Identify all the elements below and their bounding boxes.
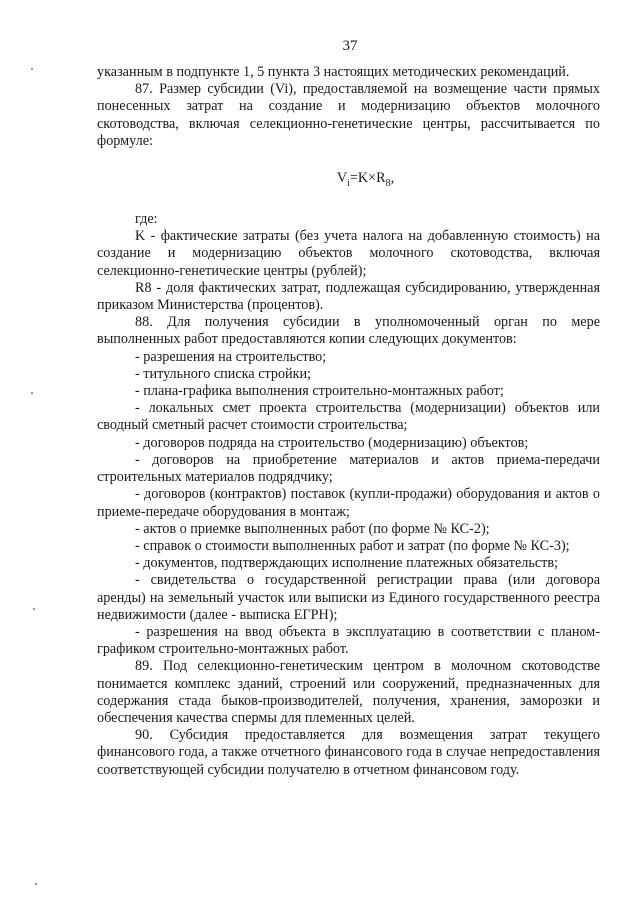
page-number: 37 [342, 38, 358, 54]
paragraph-continuation: указанным в подпункте 1, 5 пункта 3 настоящих методических рекомендаций. [97, 64, 570, 80]
doc-list-item: - документов, подтверждающих исполнение платежных обязательств; [135, 555, 558, 572]
formula-tail: , [390, 170, 395, 187]
doc-list-item: - локальных смет проекта строительства (модернизации) объектов или сводный сметный расчет стоимости строительства; [97, 400, 600, 434]
formula-v: V [336, 170, 348, 187]
doc-list-item: - свидетельства о государственной регистрации права (или договора аренды) на земельный участок или выписки из Единого государственного реестра недвижимости (далее - выписка ЕГРН); [97, 572, 600, 623]
doc-list-item: - справок о стоимости выполненных работ и затрат (по форме № КС-3); [135, 537, 570, 554]
formula-v-subscript: i [347, 177, 350, 189]
definition-r8: R8 - доля фактических затрат, подлежащая субсидированию, утвержденная приказом Министерства (процентов). [97, 279, 600, 314]
document-body [97, 64, 600, 779]
scan-speck [31, 392, 33, 394]
formula-eq: =K×R [349, 170, 386, 187]
paragraph-90: 90. Субсидия предоставляется для возмещения затрат текущего финансового года, а также отчетного финансового года в случае непредоставления соответствующей субсидии получателю в отчетном финансовом году. [97, 727, 600, 778]
paragraph-88: 88. Для получения субсидии в уполномоченный орган по мере выполненных работ предоставляются копии следующих документов: [97, 314, 600, 348]
paragraph-87: 87. Размер субсидии (Vi), предоставляемой на возмещение части прямых понесенных затрат на создание и модернизацию объектов молочного скотоводства, включая селекционно-генетические центры, рассчитывается по формуле: [97, 81, 600, 149]
formula-r-subscript: 8 [385, 177, 391, 189]
doc-list-item: - разрешения на строительство; [135, 348, 327, 365]
doc-list-item: - договоров (контрактов) поставок (купли-продажи) оборудования и актов о приеме-передаче оборудования в монтаж; [97, 486, 600, 520]
doc-list-item: - титульного списка стройки; [135, 365, 312, 382]
doc-list-item: - договоров подряда на строительство (модернизацию) объектов; [135, 434, 529, 451]
doc-list-item: - актов о приемке выполненных работ (по форме № КС-2); [135, 520, 490, 537]
doc-list-item: - договоров на приобретение материалов и актов приема-передачи строительных материалов подрядчику; [97, 451, 600, 486]
scan-speck [31, 68, 33, 70]
scan-speck [33, 608, 35, 610]
formula [97, 170, 600, 192]
paragraph-89: 89. Под селекционно-генетическим центром в молочном скотоводстве понимается комплекс зданий, строений или сооружений, предназначенных для содержания стада быков-производителей, получения, хранения, заморозки и обеспечения качества спермы для племенных целей. [97, 658, 600, 726]
doc-list-item: - разрешения на ввод объекта в эксплуатацию в соответствии с планом-графиком строительно-монтажных работ. [97, 623, 600, 658]
where-label: где: [135, 211, 158, 228]
scan-speck [35, 883, 37, 885]
doc-list-item: - плана-графика выполнения строительно-монтажных работ; [135, 383, 504, 400]
definition-k: K - фактические затраты (без учета налога на добавленную стоимость) на создание и модернизацию объектов молочного скотоводства, включая селекционно-генетические центры (рублей); [97, 228, 600, 279]
